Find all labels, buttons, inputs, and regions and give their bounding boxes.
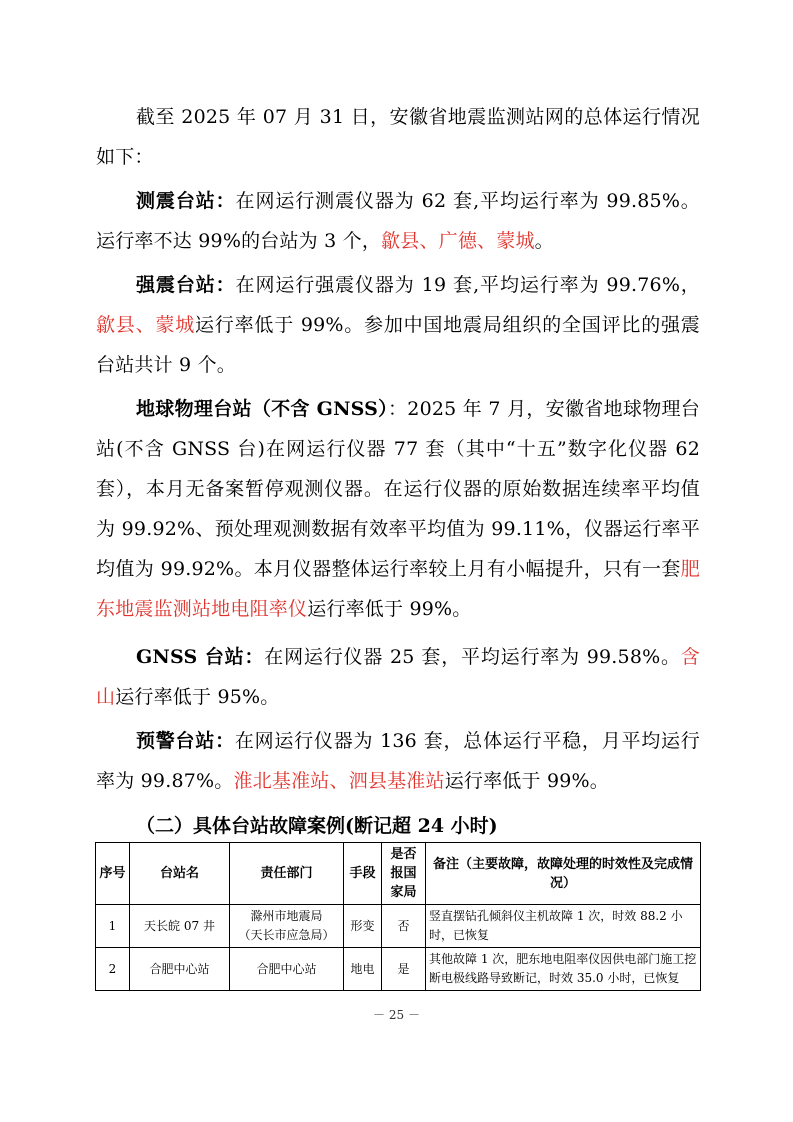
geophysical-text-2: 运行率低于 99%。 [307, 598, 472, 620]
table-row [96, 905, 701, 948]
cell-dept [230, 905, 344, 948]
warning-text: 在网运行仪器为 136 套，总体运行平稳，月平均运行率为 99.87%。 [96, 730, 700, 792]
header-station: 台站名 [130, 843, 230, 905]
intro-text: 截至 2025 年 07 月 31 日，安徽省地震监测站网的总体运行情况如下： [96, 106, 700, 168]
cell-station: 合肥中心站 [130, 948, 230, 991]
header-method: 手段 [344, 843, 382, 905]
cell-dept-line-1: 滁州市地震局 [250, 909, 323, 923]
strong-motion-label: 强震台站： [136, 274, 236, 296]
gnss-red-station: 含山 [96, 646, 700, 708]
strong-motion-paragraph [96, 265, 700, 385]
cell-note: 竖直摆钻孔倾斜仪主机故障 1 次，时效 88.2 小时，已恢复 [426, 905, 701, 948]
header-note: 备注（主要故障，故障处理的时效性及完成情况） [426, 843, 701, 905]
page-number: － 25 － [373, 1008, 420, 1022]
warning-tail: 运行率低于 99%。 [444, 770, 609, 792]
cell-no: 2 [96, 948, 130, 991]
gnss-tail: 运行率低于 95%。 [115, 686, 280, 708]
cell-no: 1 [96, 905, 130, 948]
geophysical-label: 地球物理台站（不含 GNSS） [136, 398, 388, 420]
fault-cases-table [95, 842, 701, 991]
strong-motion-text-2: 运行率低于 99%。参加中国地震局组织的全国评比的强震台站共计 9 个。 [96, 314, 700, 376]
section-title: （二）具体台站故障案例(断记超 24 小时) [136, 815, 498, 837]
cell-dept [230, 948, 344, 991]
gnss-text: 在网运行仪器 25 套，平均运行率为 99.58%。 [264, 646, 681, 668]
gnss-paragraph [96, 637, 700, 717]
cell-reported: 否 [382, 905, 426, 948]
seismic-red-stations: 歙县、广德、蒙城 [381, 230, 535, 252]
warning-label: 预警台站： [136, 730, 235, 752]
cell-reported: 是 [382, 948, 426, 991]
geophysical-text-1: ：2025 年 7 月，安徽省地球物理台站(不含 GNSS 台)在网运行仪器 77 套（其中“十五”数字化仪器 62 套），本月无备案暂停观测仪器。在运行仪器的原始数据连续率平均值为 99.92%、预处理观测数据有效率平均值为 99.11%，仪器运行率平均值为 99.92%。本月仪器整体运行率较上月有小幅提升，只有一套 [96, 398, 701, 580]
header-no: 序号 [96, 843, 130, 905]
cell-dept-line-1: 合肥中心站 [256, 961, 317, 976]
seismic-paragraph [96, 181, 700, 261]
cell-dept-line-2: （天长市应急局） [238, 928, 335, 942]
header-reported: 是否报国家局 [382, 843, 426, 905]
table-row [96, 948, 701, 991]
header-dept: 责任部门 [230, 843, 344, 905]
cell-note: 其他故障 1 次，肥东地电阻率仪因供电部门施工挖断电极线路导致断记，时效 35.0 小时，已恢复 [426, 948, 701, 991]
seismic-tail: 。 [534, 230, 554, 252]
warning-paragraph [96, 721, 700, 801]
strong-motion-red-stations: 歙县、蒙城 [96, 314, 195, 336]
gnss-label: GNSS 台站： [136, 646, 265, 668]
cell-method: 形变 [344, 905, 382, 948]
strong-motion-text-1: 在网运行强震仪器为 19 套,平均运行率为 99.76%， [235, 274, 700, 296]
warning-red-stations: 淮北基准站、泗县基准站 [233, 770, 445, 792]
seismic-label: 测震台站： [136, 190, 236, 212]
intro-paragraph [96, 97, 700, 177]
cell-method: 地电 [344, 948, 382, 991]
seismic-text: 在网运行测震仪器为 62 套,平均运行率为 99.85%。运行率不达 99%的台站为 3 个， [96, 190, 700, 252]
table-header-row [96, 843, 701, 905]
cell-station: 天长皖 07 井 [130, 905, 230, 948]
geophysical-paragraph [96, 389, 700, 629]
geophysical-red-instrument: 肥东地震监测站地电阻率仪 [96, 558, 700, 620]
